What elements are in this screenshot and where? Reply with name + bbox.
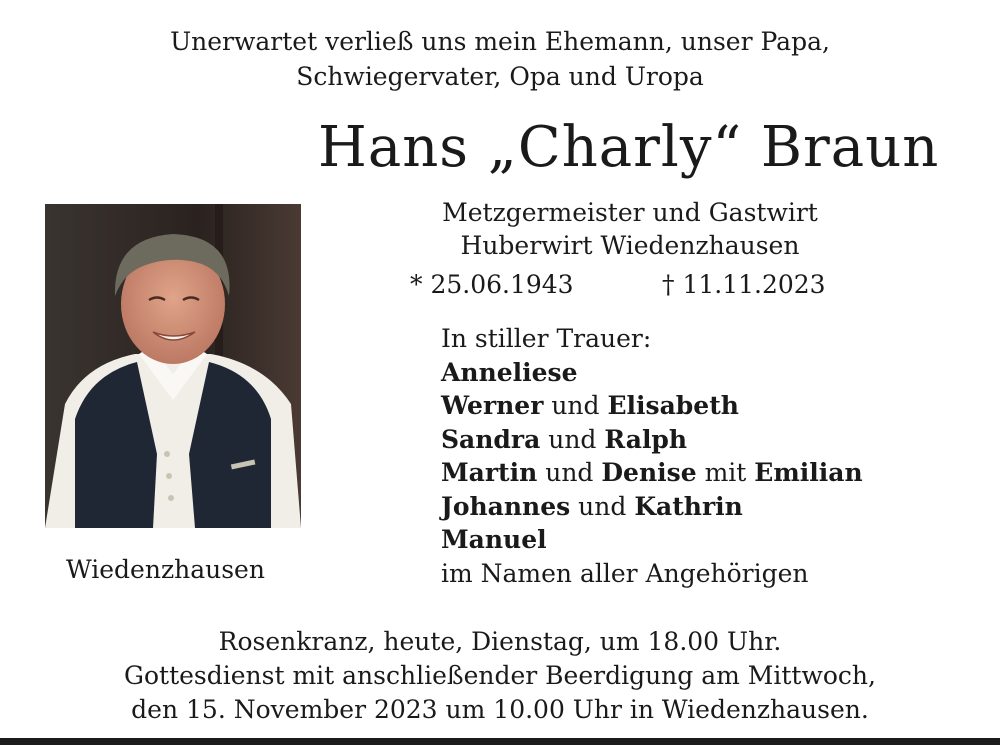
mourner-line <box>441 356 863 390</box>
conjunction: und <box>543 391 608 420</box>
profession <box>400 196 860 262</box>
mourner-line <box>441 423 863 457</box>
mourner-name: Ralph <box>604 424 688 454</box>
mourner-name: Martin <box>441 458 538 487</box>
conjunction: und <box>537 458 602 487</box>
service-info <box>0 625 1000 727</box>
mourner-line <box>441 490 863 524</box>
deceased-name: Hans „Charly“ Braun <box>318 115 940 180</box>
intro-line: Schwiegervater, Opa und Uropa <box>296 62 704 91</box>
mourner-name: Kathrin <box>634 491 743 521</box>
mourner-name: Denise <box>601 458 697 487</box>
profession-line: Metzgermeister und Gastwirt <box>442 198 818 227</box>
mourner-name: Sandra <box>441 424 541 454</box>
place-name: Wiedenzhausen <box>66 555 265 584</box>
death-date: † 11.11.2023 <box>662 270 826 299</box>
birth-date: * 25.06.1943 <box>410 270 574 299</box>
portrait-photo <box>45 204 301 528</box>
mourners-heading: In stiller Trauer: <box>441 324 652 353</box>
mourner-name: Johannes <box>441 491 571 521</box>
conjunction: und <box>540 424 605 454</box>
service-line: den 15. November 2023 um 10.00 Uhr in Wiedenzhausen. <box>131 695 869 724</box>
portrait-image <box>45 204 301 528</box>
conjunction: mit <box>696 458 755 487</box>
mourners-list <box>441 322 863 590</box>
service-line: Rosenkranz, heute, Dienstag, um 18.00 Uhr. <box>218 627 782 656</box>
mourner-name: Manuel <box>441 525 547 554</box>
mourner-name: Elisabeth <box>607 391 739 420</box>
mourners-closing: im Namen aller Angehörigen <box>441 558 809 588</box>
mourner-name: Anneliese <box>441 357 578 387</box>
profession-line: Huberwirt Wiedenzhausen <box>460 231 800 260</box>
conjunction: und <box>570 491 635 521</box>
intro-text <box>0 24 1000 94</box>
intro-line: Unerwartet verließ uns mein Ehemann, unser Papa, <box>170 27 830 56</box>
mourner-line <box>441 456 863 490</box>
mourner-name: Werner <box>441 391 544 420</box>
mourner-line <box>441 389 863 423</box>
mourner-name: Emilian <box>754 458 863 487</box>
service-line: Gottesdienst mit anschließender Beerdigung am Mittwoch, <box>124 661 876 690</box>
mourner-line <box>441 523 863 557</box>
